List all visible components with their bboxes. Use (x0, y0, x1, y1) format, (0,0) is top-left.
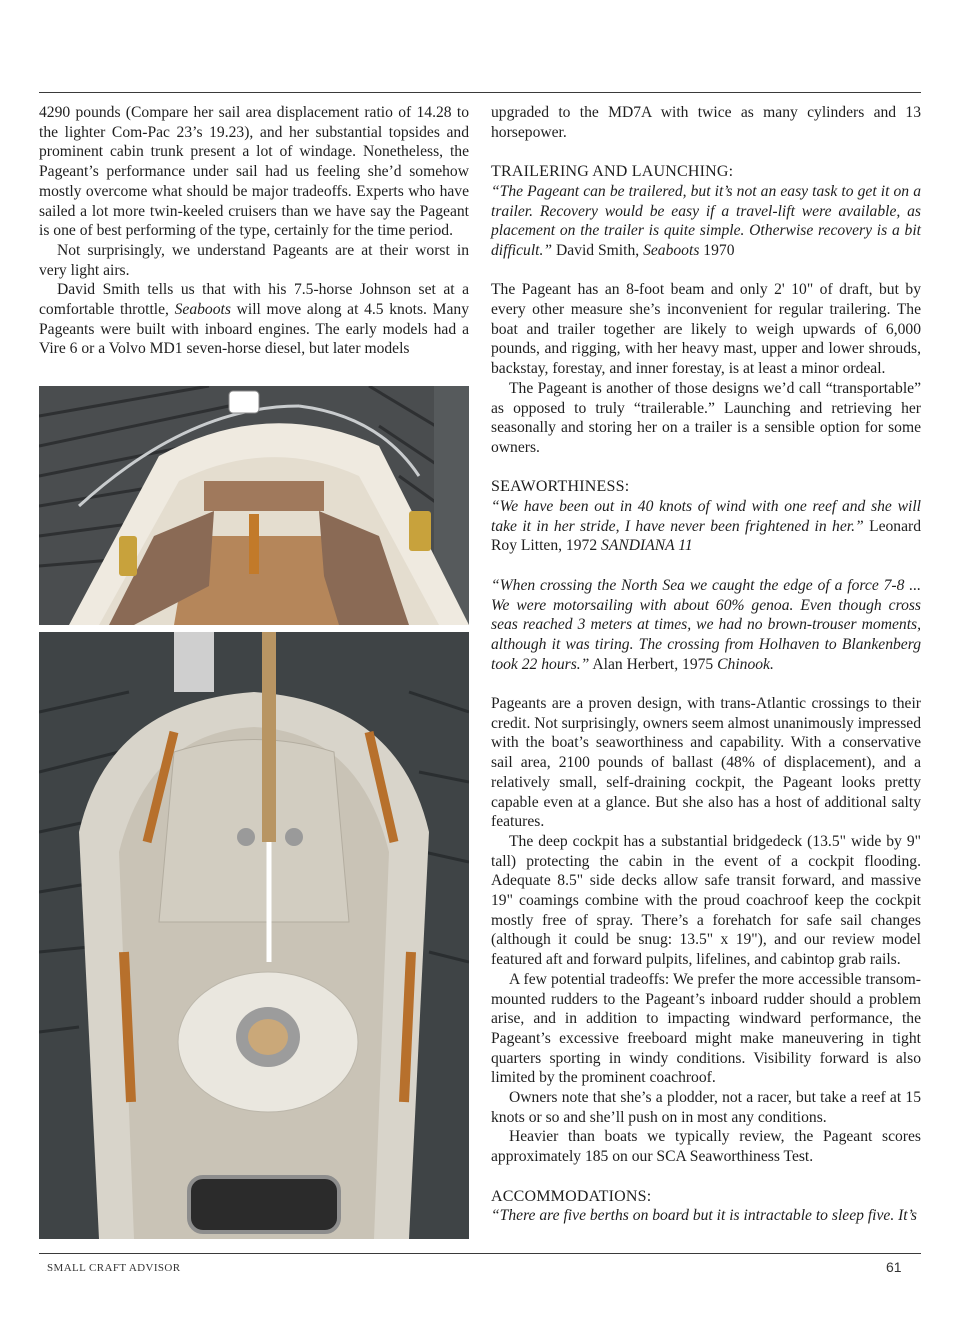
paragraph: The deep cockpit has a substantial bridgedeck (13.5" wide by 9" tall) protecting the cabin in the event of a cockpit flooding. Adequate 8.5" side decks allow safe transit forward, and massive 19" coamings combine with the proud coachroof keep the cockpit mostly free of spray. There’s a forehatch for safe sail changes (although it could be snug: 13.5" x 19"), and our review model featured aft and forward pulpits, lifelines, and cabintop grab rails. (491, 832, 921, 969)
right-column (491, 103, 921, 1226)
seaworthiness-quote: “We have been out in 40 knots of wind with one reef and she will take it in her stride, I have never been frightened in her.” Leonard Roy Litten, 1972 SANDIANA 11 (491, 498, 922, 555)
top-rule (39, 92, 921, 93)
paragraph: The Pageant has an 8-foot beam and only 2' 10" of draft, but by every other measure she’s inconvenient for regular trailering. The boat and trailer together are likely to weigh upwards of 6,000 pounds, and rigging, with her heavy mast, upper and lower shrouds, backstay, forestay, and inner forestay, is at least a minor ordeal. (491, 281, 921, 378)
paragraph: The Pageant is another of those designs we’d call “transportable” as opposed to truly “trailerable.” Launching and retrieving her seasonally and storing her on a trailer is a sensible option for some owners. (491, 379, 921, 456)
paragraph: Pageants are a proven design, with trans-Atlantic crossings to their credit. Not surprisingly, owners seem almost unanimously impressed with the boat’s seaworthiness and capability. With a conservative sail area, 2100 pounds of ballast (48% of displacement), and a relatively small, self-draining cockpit, the Pageant looks pretty capable even at a glance. But she also has a host of additional salty features. (491, 695, 921, 831)
section-heading-seaworthiness: SEAWORTHINESS: (491, 478, 630, 496)
bottom-rule (39, 1253, 921, 1254)
trailering-quote: “The Pageant can be trailered, but it’s not an easy task to get it on a trailer. Recovery would be easy if a travel-lift were available, as placement on the trailer is quite simple. Otherwise recovery is a bit difficult.” David Smith, Seaboots 1970 (491, 182, 921, 259)
paragraph: Owners note that she’s a plodder, not a racer, but take a reef at 15 knots or so and she’ll push on in most any conditions. (491, 1089, 921, 1126)
section-heading-accommodations: ACCOMMODATIONS: (491, 1187, 652, 1205)
paragraph: 4290 pounds (Compare her sail area displacement ratio of 14.28 to the lighter Com-Pac 23’s 19.23), and her substantial topsides and prominent cabin trunk present a lot of windage. Nonetheless, the Pageant’s performance under sail had us feeling she’d somehow mostly overcome what should be major tradeoffs. Experts who have sailed a lot more twin-keeled cruisers than we have say the Pageant is one of best performing of the type, certainly for the time period. (39, 104, 469, 240)
paragraph: David Smith tells us that with his 7.5-horse Johnson set at a comfortable throttle, Seaboots will move along at 4.5 knots. Many Pageants were built with inboard engines. The early models had a Vire 6 or a Volvo MD1 seven-horse diesel, but later models (39, 281, 469, 358)
boat-name: Seaboots (174, 301, 231, 319)
paragraph: Not surprisingly, we understand Pageants are at their worst in very light airs. (39, 241, 469, 279)
accommodations-quote: “There are five berths on board but it is intractable to sleep five. It’s (491, 1207, 917, 1225)
deck-photo (39, 632, 469, 1239)
page-number: 61 (886, 1259, 902, 1275)
paragraph: Heavier than boats we typically review, the Pageant scores approximately 185 on our SCA Seaworthiness Test. (491, 1128, 921, 1166)
section-heading-trailering: TRAILERING AND LAUNCHING: (491, 163, 734, 181)
left-column (39, 103, 469, 359)
paragraph: upgraded to the MD7A with twice as many cylinders and 13 horsepower. (491, 104, 921, 141)
paragraph: A few potential tradeoffs: We prefer the more accessible transom-mounted rudders to the Pageant’s inboard rudder should a problem arise, and in addition to impacting windward performance, the Pageant’s excessive freeboard might make maneuvering in tight quarters sporting in windy conditions. Visibility forward is also limited by the prominent coachroof. (491, 970, 921, 1087)
seaworthiness-quote: “When crossing the North Sea we caught the edge of a force 7-8 ... We were motorsailing with about 60% genoa. Even though cross seas reached 3 meters at times, we had no brown-trouser moments, although it was tiring. The crossing from Holhaven to Blankenberg took 22 hours.” Alan Herbert, 1975 Chinook. (491, 576, 921, 673)
publication-name: SMALL CRAFT ADVISOR (47, 1262, 181, 1274)
cockpit-photo (39, 386, 469, 625)
